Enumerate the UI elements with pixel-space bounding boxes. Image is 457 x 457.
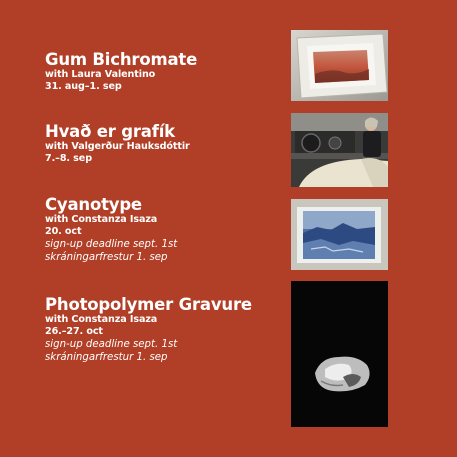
cyanotype-photo <box>291 199 388 270</box>
gum-bichromate-photo <box>291 30 388 101</box>
course-dates: 7.–8. sep <box>45 153 92 164</box>
signup-deadline-is: skráningarfrestur 1. sep <box>45 252 168 263</box>
signup-deadline-en: sign-up deadline sept. 1st <box>45 239 178 250</box>
course-hvad-er-grafik <box>45 122 280 165</box>
course-gum-bichromate <box>45 50 280 93</box>
course-instructor: with Constanza Isaza <box>45 214 158 225</box>
signup-deadline-is: skráningarfrestur 1. sep <box>45 352 168 363</box>
course-title: Photopolymer Gravure <box>45 295 252 314</box>
signup-deadline-en: sign-up deadline sept. 1st <box>45 339 178 350</box>
course-photopolymer-gravure <box>45 295 280 364</box>
course-title: Hvað er grafík <box>45 122 175 141</box>
course-cyanotype <box>45 195 280 264</box>
course-dates: 26.–27. oct <box>45 326 103 337</box>
photopolymer-gravure-photo <box>291 281 388 427</box>
printing-press-photo <box>291 113 388 187</box>
course-instructor: with Valgerður Hauksdóttir <box>45 141 190 152</box>
course-dates: 31. aug–1. sep <box>45 81 122 92</box>
course-instructor: with Laura Valentino <box>45 69 156 80</box>
course-instructor: with Constanza Isaza <box>45 314 158 325</box>
course-title: Cyanotype <box>45 195 142 214</box>
course-title: Gum Bichromate <box>45 50 198 69</box>
course-dates: 20. oct <box>45 226 82 237</box>
